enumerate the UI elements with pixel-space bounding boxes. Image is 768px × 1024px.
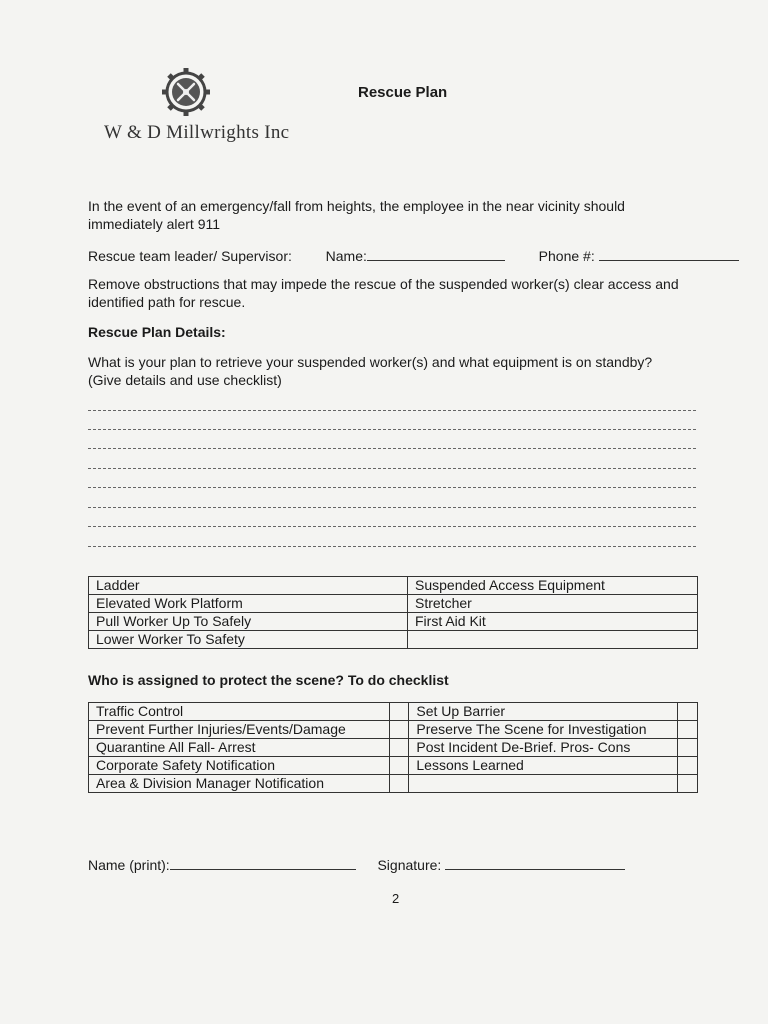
table-cell[interactable] xyxy=(408,631,698,649)
gear-logo-icon xyxy=(160,66,212,118)
table-cell[interactable]: Suspended Access Equipment xyxy=(408,577,698,595)
intro-line-1: In the event of an emergency/fall from heights, the employee in the near vicinity should xyxy=(88,198,625,214)
checkbox[interactable] xyxy=(389,721,409,739)
table-cell[interactable]: Pull Worker Up To Safely xyxy=(89,613,408,631)
obstructions-line-2: identified path for rescue. xyxy=(88,294,246,310)
phone-label: Phone #: xyxy=(538,248,595,264)
table-cell[interactable]: Lower Worker To Safety xyxy=(89,631,408,649)
table-row xyxy=(89,577,698,595)
table-cell: Corporate Safety Notification xyxy=(89,757,390,775)
checkbox[interactable] xyxy=(389,739,409,757)
table-cell[interactable]: Elevated Work Platform xyxy=(89,595,408,613)
write-line[interactable] xyxy=(88,468,696,469)
name-label: Name: xyxy=(325,248,367,264)
intro-text xyxy=(88,197,708,233)
print-name-field[interactable] xyxy=(170,855,356,870)
print-name-label: Name (print): xyxy=(88,857,170,873)
signature-label: Signature: xyxy=(377,857,442,873)
leader-phone-field[interactable] xyxy=(599,246,739,261)
obstructions-line-1: Remove obstructions that may impede the rescue of the suspended worker(s) clear access and xyxy=(88,276,679,292)
page-number: 2 xyxy=(392,891,400,906)
table-cell[interactable]: Stretcher xyxy=(408,595,698,613)
equipment-table xyxy=(88,576,698,649)
table-row xyxy=(89,631,698,649)
table-cell: Preserve The Scene for Investigation xyxy=(409,721,678,739)
signature-field[interactable] xyxy=(445,855,625,870)
leader-name-field[interactable] xyxy=(367,246,505,261)
checkbox[interactable] xyxy=(678,775,698,793)
checkbox[interactable] xyxy=(389,703,409,721)
write-line[interactable] xyxy=(88,429,696,430)
write-line[interactable] xyxy=(88,526,696,527)
details-question-line-1: What is your plan to retrieve your suspended worker(s) and what equipment is on standby? xyxy=(88,354,653,370)
table-cell: Prevent Further Injuries/Events/Damage xyxy=(89,721,390,739)
leader-row xyxy=(88,246,748,264)
scene-heading: Who is assigned to protect the scene? To do checklist xyxy=(88,672,449,688)
table-row xyxy=(89,721,698,739)
table-cell xyxy=(409,775,678,793)
checkbox[interactable] xyxy=(678,721,698,739)
table-cell[interactable]: Ladder xyxy=(89,577,408,595)
table-row xyxy=(89,703,698,721)
checkbox[interactable] xyxy=(389,757,409,775)
table-row xyxy=(89,595,698,613)
details-question xyxy=(88,353,708,389)
table-cell: Area & Division Manager Notification xyxy=(89,775,390,793)
table-cell[interactable]: First Aid Kit xyxy=(408,613,698,631)
table-row xyxy=(89,775,698,793)
checkbox[interactable] xyxy=(678,757,698,775)
table-cell: Set Up Barrier xyxy=(409,703,678,721)
write-line[interactable] xyxy=(88,448,696,449)
scene-table xyxy=(88,702,698,793)
checkbox[interactable] xyxy=(389,775,409,793)
intro-line-2: immediately alert 911 xyxy=(88,216,221,232)
details-question-line-2: (Give details and use checklist) xyxy=(88,372,282,388)
company-name: W & D Millwrights Inc xyxy=(104,122,290,143)
table-row xyxy=(89,757,698,775)
checkbox[interactable] xyxy=(678,739,698,757)
leader-label: Rescue team leader/ Supervisor: xyxy=(88,248,292,264)
table-row xyxy=(89,613,698,631)
write-line[interactable] xyxy=(88,546,696,547)
signature-row xyxy=(88,855,728,873)
table-cell: Post Incident De-Brief. Pros- Cons xyxy=(409,739,678,757)
write-line[interactable] xyxy=(88,487,696,488)
checkbox[interactable] xyxy=(678,703,698,721)
write-line[interactable] xyxy=(88,507,696,508)
table-row xyxy=(89,739,698,757)
write-line[interactable] xyxy=(88,410,696,411)
table-cell: Lessons Learned xyxy=(409,757,678,775)
table-cell: Traffic Control xyxy=(89,703,390,721)
page-title: Rescue Plan xyxy=(358,84,448,101)
details-heading: Rescue Plan Details: xyxy=(88,324,226,340)
table-cell: Quarantine All Fall- Arrest xyxy=(89,739,390,757)
obstructions-text xyxy=(88,275,708,311)
